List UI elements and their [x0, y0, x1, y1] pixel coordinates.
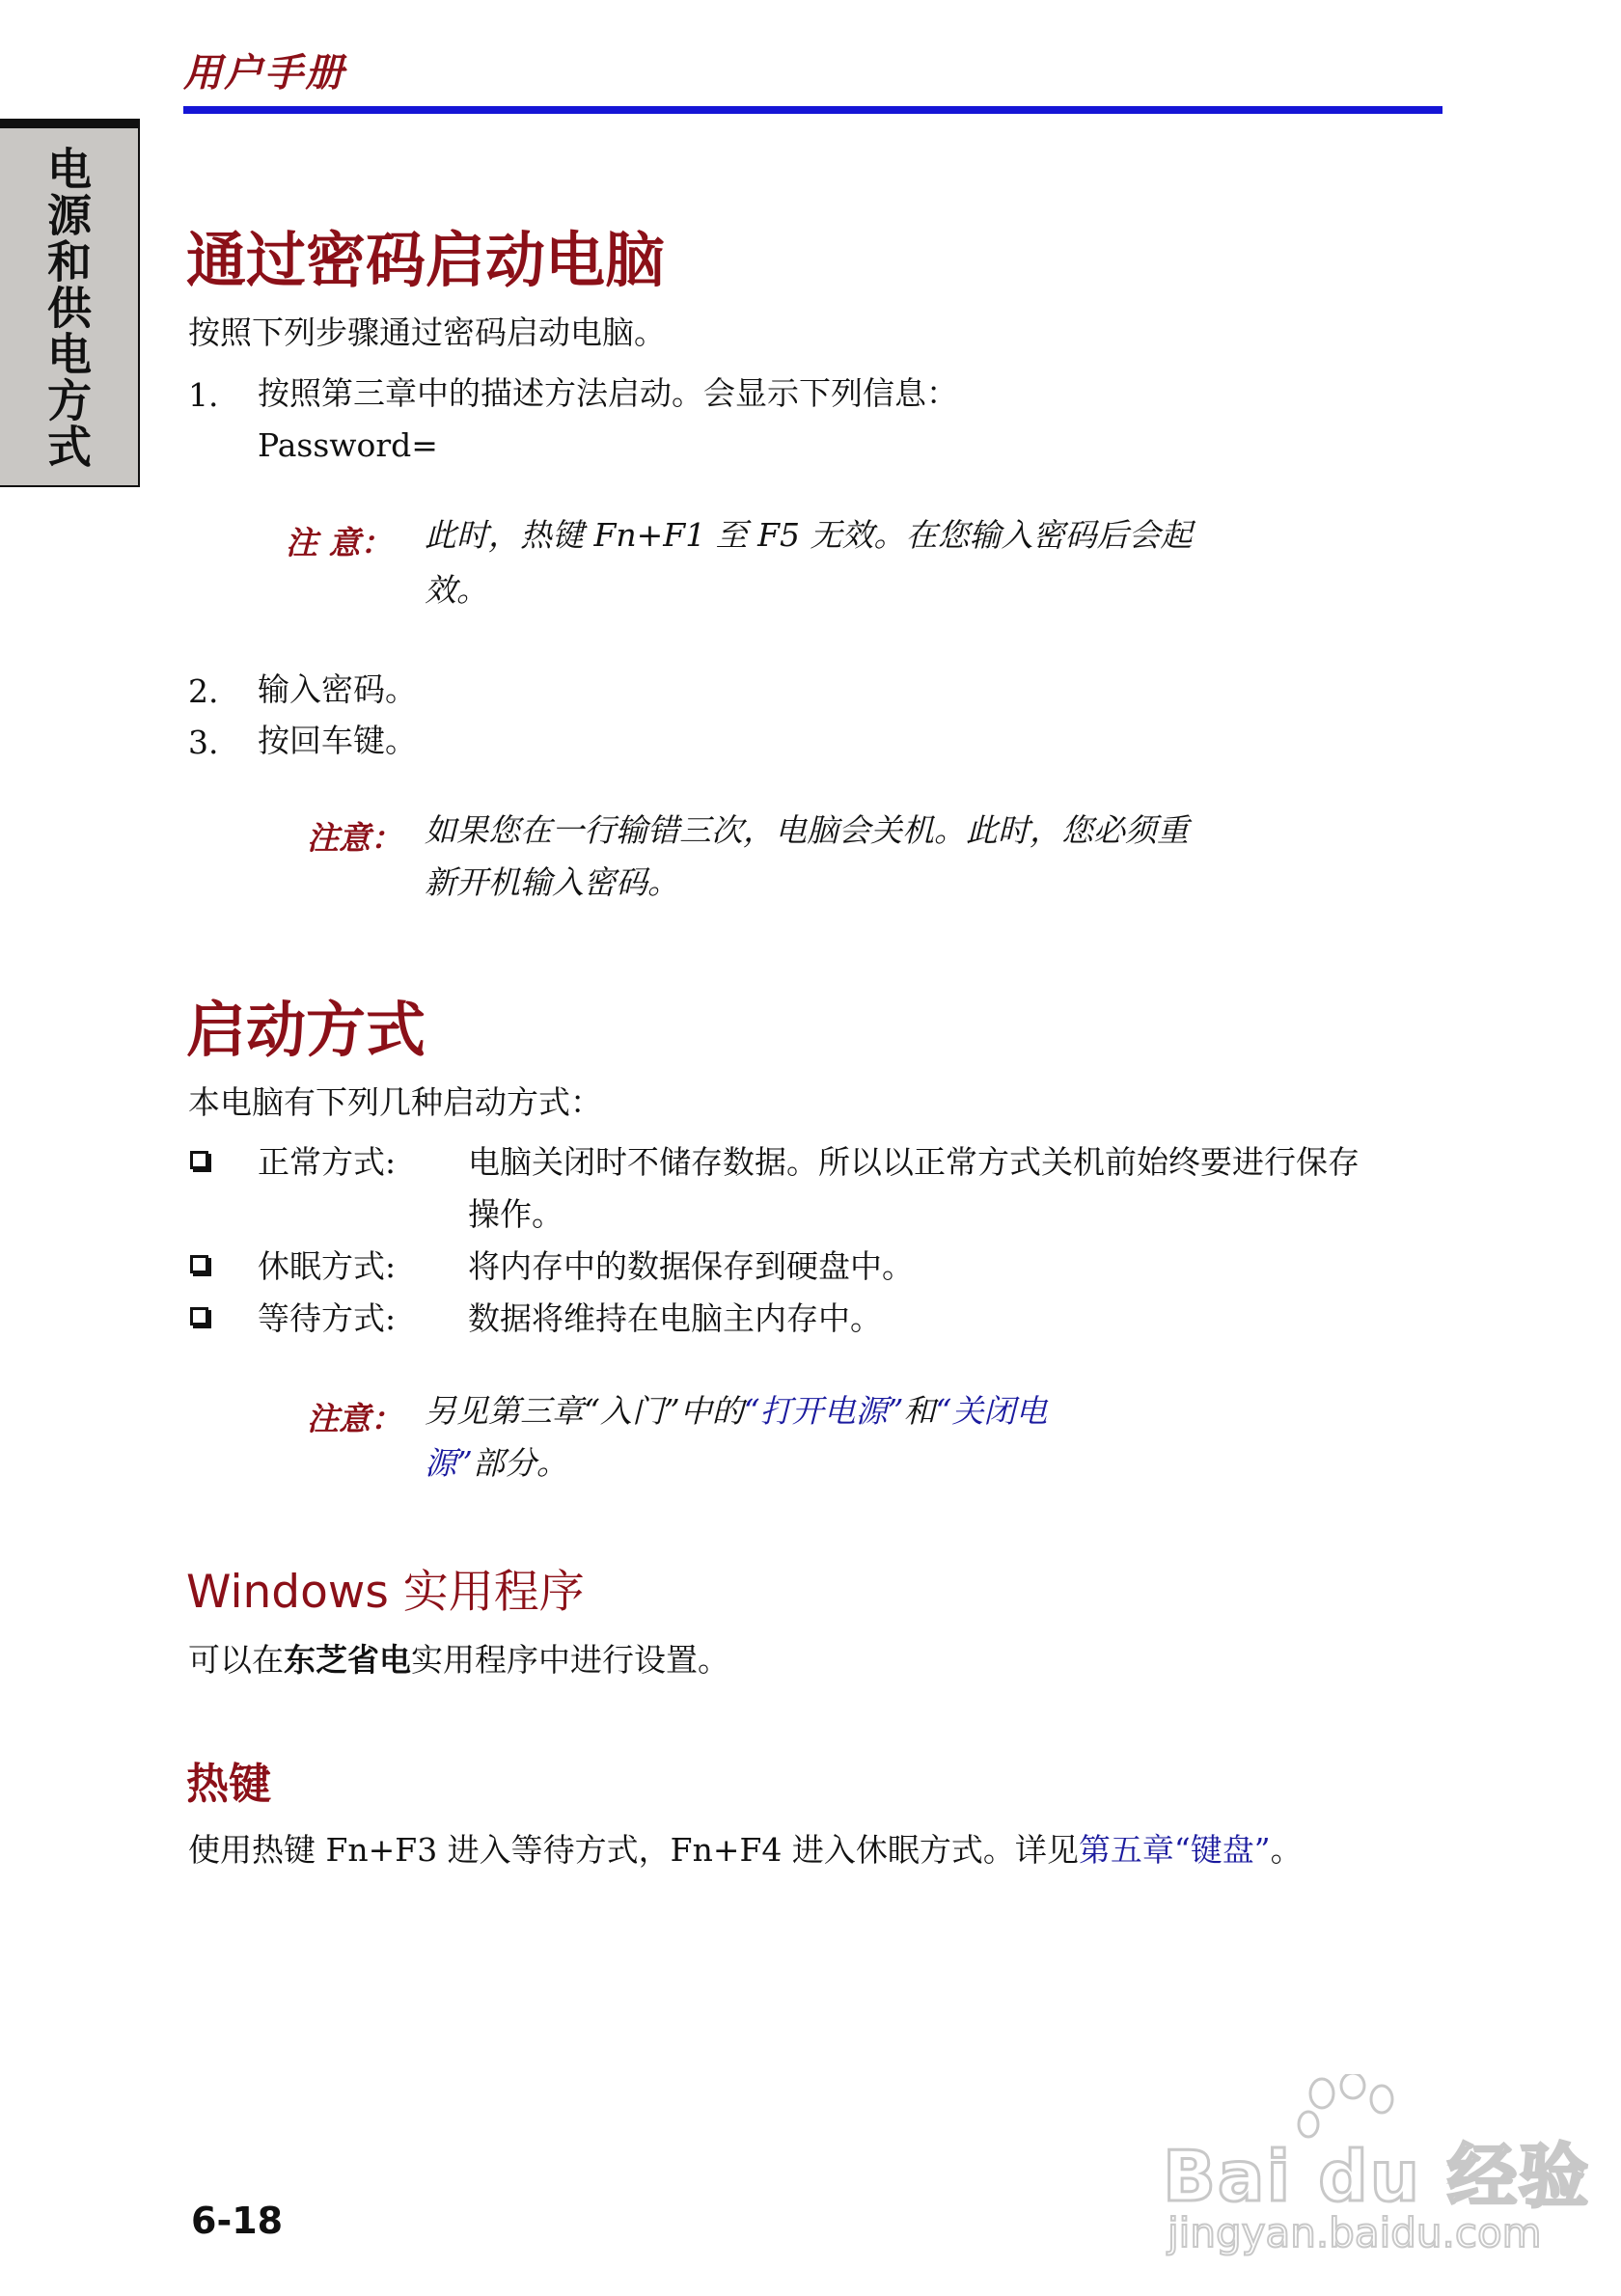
- link-power-off[interactable]: 源”: [425, 1444, 473, 1482]
- note-3-label: 注意：: [307, 1400, 402, 1437]
- note-3-line-1: [425, 1385, 1047, 1437]
- checkbox-bullet: [190, 1151, 208, 1169]
- note-1-line-2: 效。: [425, 571, 488, 609]
- heading-password-boot: 通过密码启动电脑: [186, 225, 666, 295]
- mode-normal-name: 正常方式:: [258, 1143, 397, 1181]
- note-3-text: 另见第三章“入门”中的: [425, 1392, 744, 1430]
- page-number: 6-18: [191, 2200, 284, 2242]
- hotkeys-text-post: 。: [1270, 1831, 1303, 1869]
- note-3-text: 和: [903, 1392, 936, 1430]
- checkbox-bullet: [190, 1255, 208, 1273]
- link-chapter-5-keyboard[interactable]: 第五章“键盘”: [1078, 1831, 1271, 1869]
- mode-standby-name: 等待方式:: [258, 1299, 397, 1337]
- note-2-label: 注意：: [307, 819, 402, 857]
- mode-hibernate-name: 休眠方式:: [258, 1247, 397, 1285]
- mode-hibernate-desc: 将内存中的数据保存到硬盘中。: [468, 1247, 914, 1285]
- boot-modes-intro: 本电脑有下列几种启动方式：: [188, 1083, 602, 1121]
- heading-boot-modes: 启动方式: [186, 995, 426, 1065]
- manual-title: 用户手册: [183, 51, 345, 96]
- checkbox-bullet: [190, 1307, 208, 1326]
- chapter-side-tab-label: 电源和供电方式: [41, 146, 93, 470]
- mode-standby-desc: 数据将维持在电脑主内存中。: [468, 1299, 882, 1337]
- mode-normal-desc-line-2: 操作。: [468, 1195, 563, 1233]
- step-1-number: 1.: [188, 376, 219, 414]
- note-3-line-2: [425, 1437, 568, 1490]
- link-power-on[interactable]: “打开电源”: [743, 1392, 904, 1430]
- mode-normal-desc-line-1: 电脑关闭时不储存数据。所以以正常方式关机前始终要进行保存: [468, 1143, 1360, 1181]
- hotkeys-text: [188, 1824, 1303, 1876]
- note-2-line-2: 新开机输入密码。: [425, 863, 679, 901]
- step-3-number: 3.: [188, 724, 219, 761]
- step-2-number: 2.: [188, 672, 219, 710]
- note-2-line-1: 如果您在一行输错三次，电脑会关机。此时，您必须重: [425, 811, 1189, 849]
- heading-hotkeys: 热键: [186, 1760, 271, 1809]
- windows-utility-text: [188, 1634, 729, 1686]
- step-3-text: 按回车键。: [258, 722, 417, 759]
- heading-windows-utility: Windows 实用程序: [186, 1566, 585, 1619]
- link-power-off[interactable]: “关闭电: [935, 1392, 1048, 1430]
- note-1-label: 注 意：: [286, 524, 393, 561]
- password-prompt-text: Password=: [258, 426, 438, 464]
- windows-utility-text-post: 实用程序中进行设置。: [411, 1641, 729, 1679]
- hotkeys-text-pre: 使用热键 Fn+F3 进入等待方式，Fn+F4 进入休眠方式。详见: [188, 1831, 1079, 1869]
- header-rule: [183, 106, 1442, 114]
- watermark-url: jingyan.baidu.com: [1168, 2209, 1542, 2256]
- step-2-text: 输入密码。: [258, 670, 417, 708]
- note-3-text: 部分。: [472, 1444, 568, 1482]
- step-1-text: 按照第三章中的描述方法启动。会显示下列信息：: [258, 374, 958, 412]
- chapter-side-tab: [0, 119, 140, 487]
- windows-utility-text-pre: 可以在: [188, 1641, 284, 1679]
- note-1-line-1: 此时，热键 Fn+F1 至 F5 无效。在您输入密码后会起: [425, 516, 1193, 554]
- watermark-brand: Bai du 经验: [1163, 2136, 1591, 2217]
- toshiba-power-saver-name: 东芝省电: [284, 1641, 411, 1679]
- password-boot-intro: 按照下列步骤通过密码启动电脑。: [188, 314, 666, 351]
